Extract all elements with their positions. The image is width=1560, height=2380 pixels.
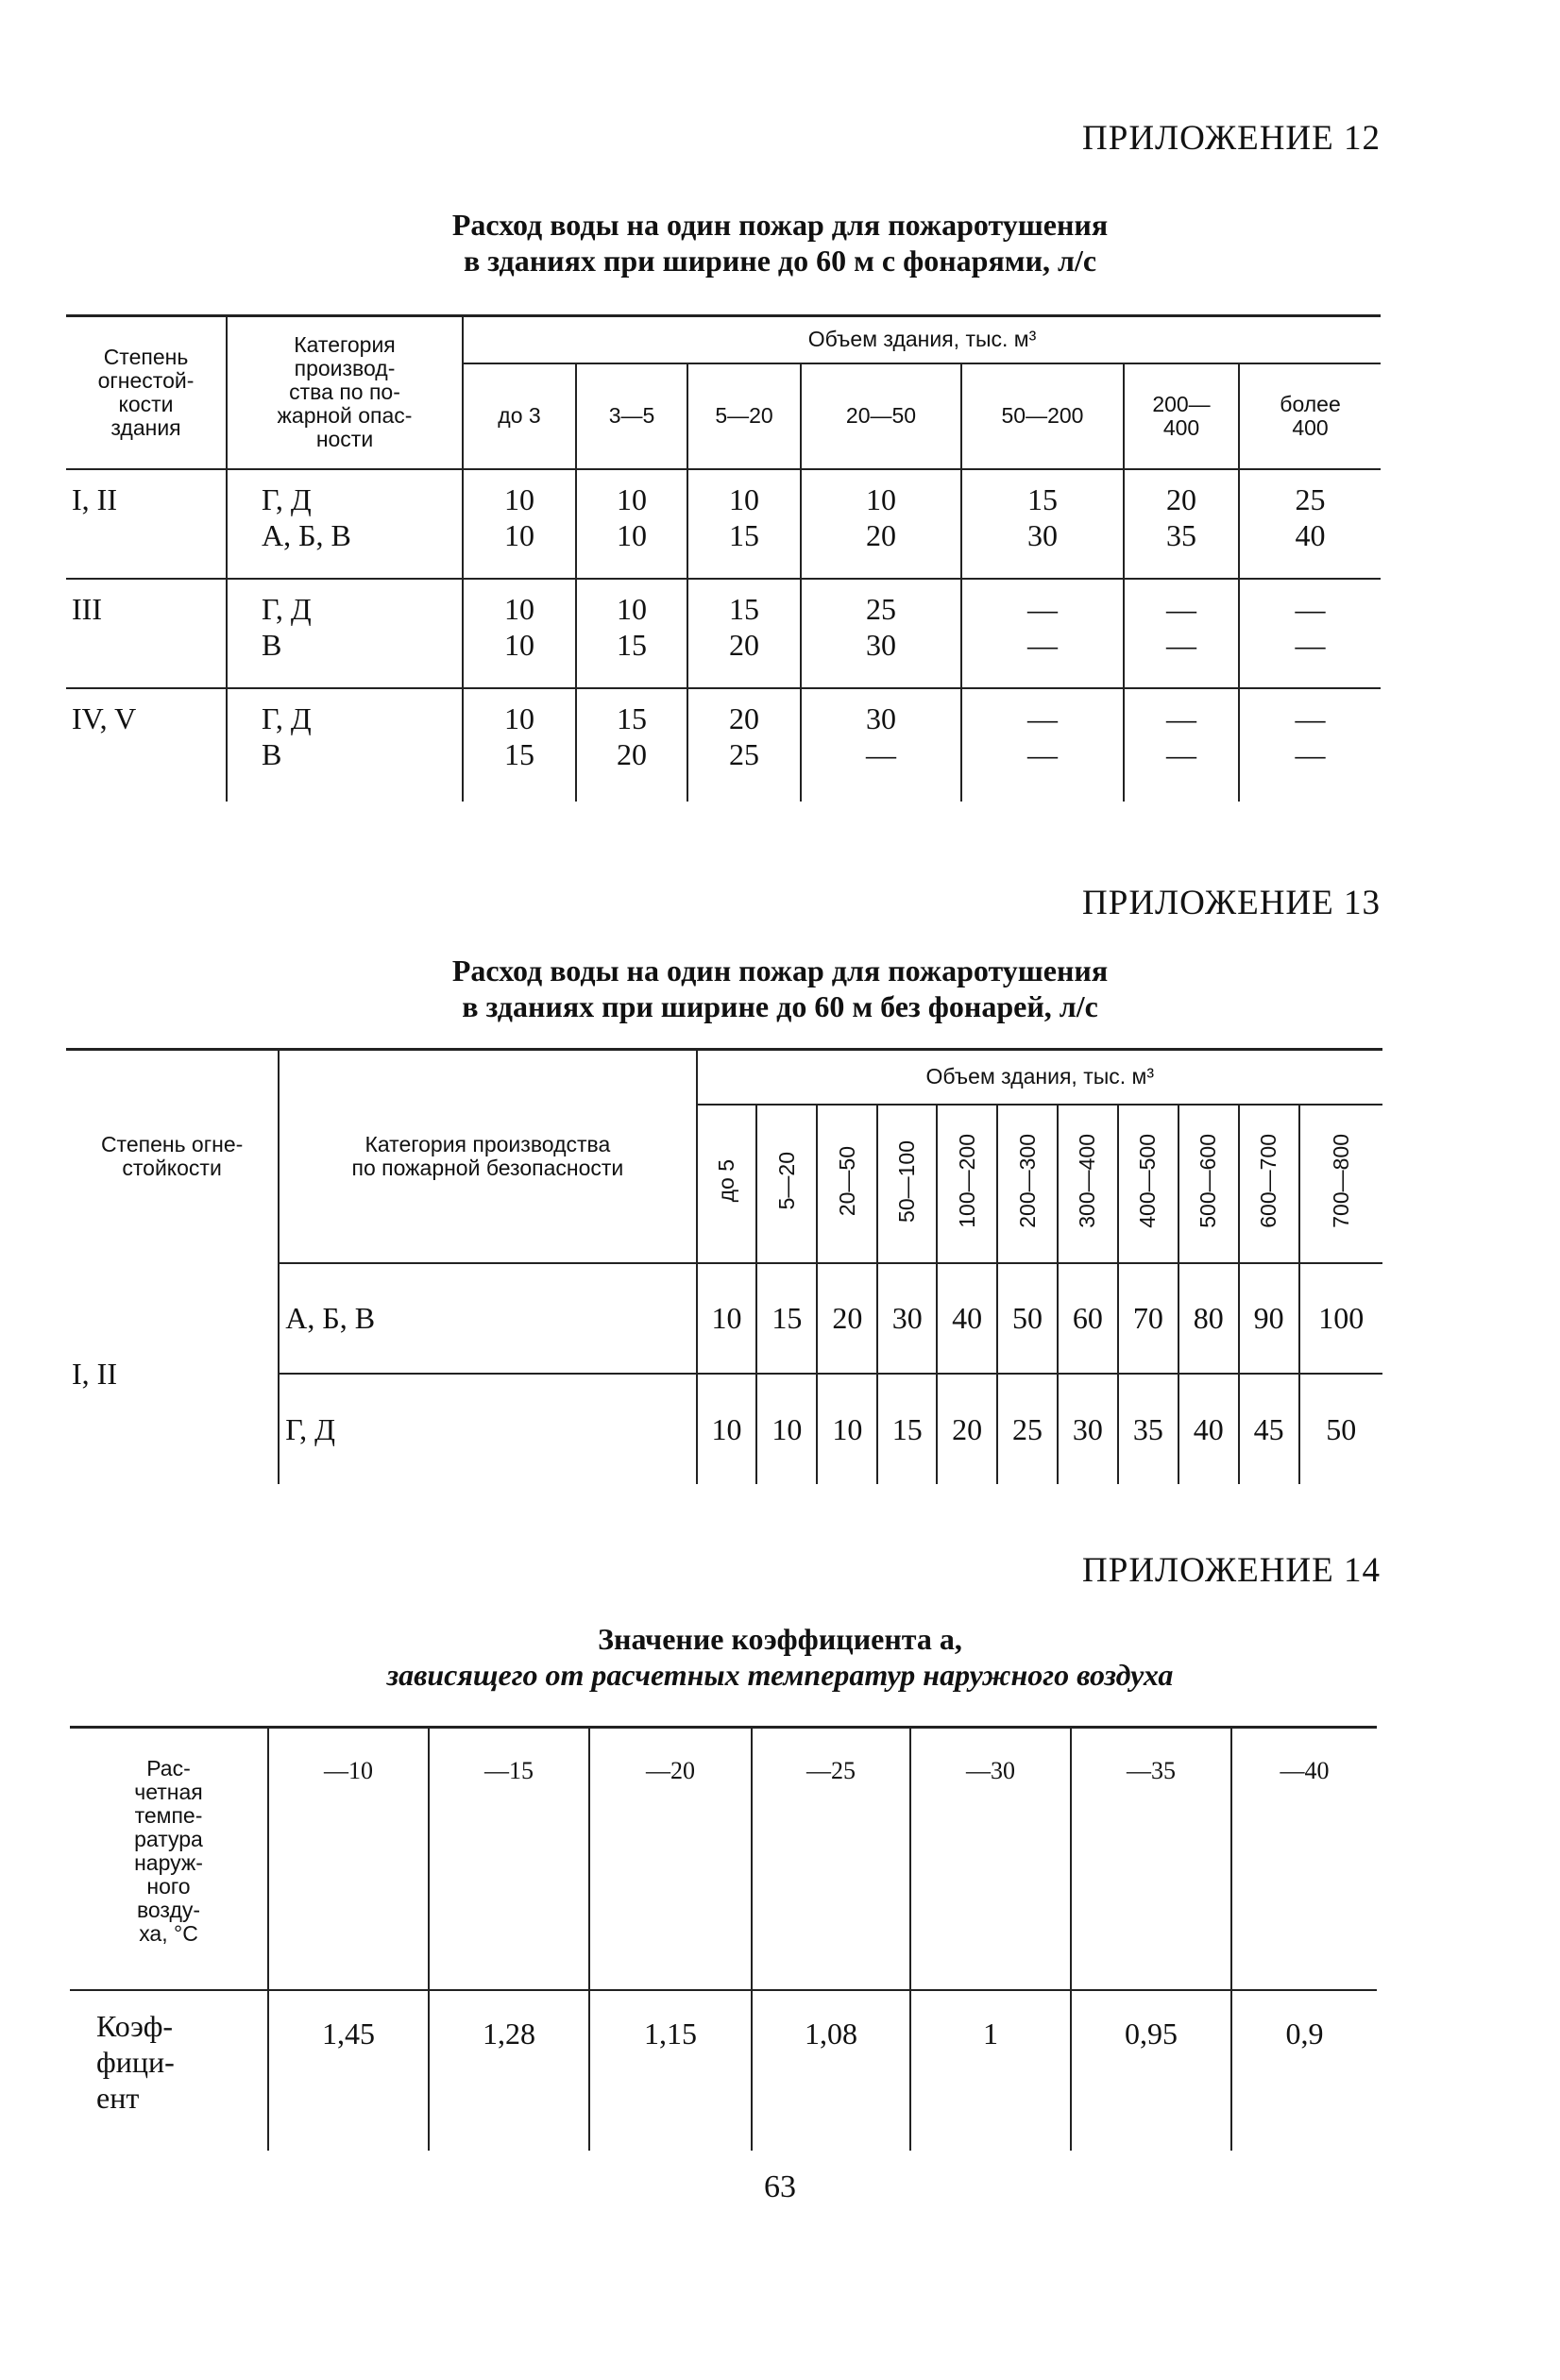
t12-val-5-line-1: —	[1027, 700, 1058, 735]
t13-category-cell: А, Б, В	[279, 1263, 696, 1374]
t12-vol-1-line-1: до 3	[498, 403, 541, 428]
t13-h-fire-line-1: Степень огне-	[100, 1132, 244, 1157]
t13-value-cell: 10	[817, 1374, 877, 1484]
t12-val-3-line-1: 15	[729, 591, 759, 626]
t14-coef-cell-4: 1,08	[752, 1990, 910, 2151]
t12-h-cat-l2: производ-	[294, 356, 396, 381]
t13-value-cell: 80	[1178, 1263, 1239, 1374]
t12-value-cell	[576, 579, 687, 688]
t13-vol-header-7	[1058, 1105, 1118, 1263]
t13-vol-label-7: 300—400	[1075, 1134, 1100, 1228]
t14-temp-cell-5: —30	[910, 1728, 1071, 1990]
t12-val-5-line-2: —	[1027, 627, 1058, 662]
t14-coef-label-line-3: ент	[96, 2080, 140, 2115]
t12-val-4-line-1: 25	[866, 591, 896, 626]
appendix-12-title-line1: Расход воды на один пожар для пожаротушения	[451, 208, 1109, 242]
t12-vol-7-line-2: 400	[1292, 414, 1329, 440]
appendix-14-label: ПРИЛОЖЕНИЕ 14	[1082, 1551, 1381, 1590]
t12-value-cell	[1239, 579, 1381, 688]
t14-coef-cell-5: 1	[910, 1990, 1071, 2151]
t12-val-3-line-1: 20	[729, 700, 759, 735]
t12-vol-6-line-1: 200—	[1152, 391, 1211, 416]
t12-vol-header-1	[463, 363, 576, 469]
t14-coef-label-line-2: фици-	[96, 2044, 175, 2079]
t12-val-4-line-2: 30	[866, 627, 896, 662]
t14-temp-cell-1: —10	[268, 1728, 429, 1990]
t12-value-cell	[463, 469, 576, 579]
t12-vol-header-6	[1124, 363, 1239, 469]
t12-val-1-line-1: 10	[504, 591, 534, 626]
t12-val-5-line-1: 15	[1027, 481, 1058, 516]
t12-val-5-line-2: 30	[1027, 517, 1058, 552]
t13-row	[66, 1263, 1382, 1374]
t14-temp-cell-3: —20	[589, 1728, 752, 1990]
t12-val-1-line-1: 10	[504, 700, 534, 735]
t12-header-fire-resistance	[66, 316, 227, 469]
t12-row	[66, 579, 1381, 688]
t12-cat-line-2: В	[262, 627, 282, 662]
t13-value-cell: 30	[877, 1263, 937, 1374]
t14-temp-cell-6: —35	[1071, 1728, 1231, 1990]
t12-vol-header-3	[687, 363, 801, 469]
t12-category-cell	[227, 688, 463, 802]
t12-h-fire-l4: здания	[110, 414, 181, 440]
t14-temp-cell-2: —15	[429, 1728, 589, 1990]
t12-vol-header-7	[1239, 363, 1381, 469]
t14-h-temp-line-6: ного	[146, 1874, 191, 1899]
t12-h-fire-l3: кости	[118, 391, 174, 416]
t12-h-cat-l5: ности	[315, 427, 374, 452]
t14-coef-cell-2: 1,28	[429, 1990, 589, 2151]
t12-cat-line-2: А, Б, В	[262, 517, 351, 552]
t12-val-4-line-2: —	[866, 736, 896, 771]
t14-h-temp-line-1: Рас-	[146, 1756, 191, 1781]
appendix-12-table	[66, 314, 1381, 802]
appendix-13-title-line1: Расход воды на один пожар для пожаротушения	[451, 954, 1109, 987]
t13-vol-header-11	[1299, 1105, 1382, 1263]
t12-val-1-line-2: 10	[504, 517, 534, 552]
appendix-12-label: ПРИЛОЖЕНИЕ 12	[1082, 119, 1381, 158]
t12-val-2-line-2: 10	[617, 517, 647, 552]
appendix-13-title-line2: в зданиях при ширине до 60 м без фонарей, л/с	[462, 989, 1098, 1023]
t12-val-7-line-1: —	[1295, 700, 1326, 735]
page-number: 63	[764, 2169, 796, 2204]
t12-val-6-line-1: —	[1166, 591, 1196, 626]
t12-vol-header-2	[576, 363, 687, 469]
t13-vol-header-4	[877, 1105, 937, 1263]
t14-header-temperature	[70, 1728, 268, 1990]
t12-row	[66, 688, 1381, 802]
t12-val-5-line-2: —	[1027, 736, 1058, 771]
t12-fire-cell: IV, V	[66, 688, 227, 802]
t13-vol-header-1	[697, 1105, 757, 1263]
t12-val-6-line-2: —	[1166, 736, 1196, 771]
t13-value-cell: 30	[1058, 1374, 1118, 1484]
t14-h-temp-line-5: наруж-	[134, 1850, 203, 1875]
t13-value-cell: 15	[756, 1263, 817, 1374]
t13-value-cell: 10	[697, 1374, 757, 1484]
t12-vol-3-line-1: 5—20	[715, 403, 773, 428]
t12-cat-line-1: Г, Д	[262, 591, 312, 626]
t14-coef-cell-7: 0,9	[1231, 1990, 1377, 2151]
t12-value-cell	[576, 469, 687, 579]
t14-h-temp-line-7: возду-	[136, 1898, 201, 1922]
t13-vol-label-5: 100—200	[954, 1134, 979, 1228]
t13-category-cell: Г, Д	[279, 1374, 696, 1484]
t12-value-cell	[463, 688, 576, 802]
t12-value-cell	[801, 469, 961, 579]
t13-value-cell: 20	[937, 1374, 997, 1484]
t12-h-cat-l3: ства по по-	[289, 380, 400, 405]
t13-value-cell: 90	[1239, 1263, 1299, 1374]
t12-value-cell	[1124, 688, 1239, 802]
t13-value-cell: 10	[697, 1263, 757, 1374]
t13-vol-label-2: 5—20	[773, 1152, 799, 1210]
t13-vol-header-10	[1239, 1105, 1299, 1263]
t13-value-cell: 20	[817, 1263, 877, 1374]
t14-h-temp-line-4: ратура	[134, 1827, 203, 1851]
t12-value-cell	[801, 579, 961, 688]
t12-cat-line-2: В	[262, 736, 282, 771]
t12-category-cell	[227, 469, 463, 579]
t12-vol-7-line-1: более	[1280, 391, 1341, 416]
t13-vol-label-10: 600—700	[1256, 1134, 1281, 1228]
t14-coef-cell-1: 1,45	[268, 1990, 429, 2151]
t14-coef-label-line-1: Коэф-	[96, 2008, 174, 2043]
t12-val-2-line-2: 15	[617, 627, 647, 662]
t14-h-temp-line-3: темпе-	[134, 1803, 203, 1828]
t13-vol-label-3: 20—50	[834, 1145, 859, 1217]
t12-val-5-line-1: —	[1027, 591, 1058, 626]
appendix-14-title-line1	[0, 1620, 1560, 1658]
t12-val-1-line-2: 15	[504, 736, 534, 771]
t12-value-cell	[576, 688, 687, 802]
t13-header-fire-resistance	[66, 1050, 279, 1263]
t12-value-cell	[1124, 579, 1239, 688]
t13-vol-header-3	[817, 1105, 877, 1263]
t12-val-7-line-1: —	[1295, 591, 1326, 626]
t13-vol-header-5	[937, 1105, 997, 1263]
t12-val-6-line-1: —	[1166, 700, 1196, 735]
t13-value-cell: 100	[1299, 1263, 1382, 1374]
t12-cat-line-1: Г, Д	[262, 700, 312, 735]
t12-value-cell	[1124, 469, 1239, 579]
t12-value-cell	[1239, 688, 1381, 802]
appendix-14-table	[70, 1726, 1377, 2151]
t13-vol-label-11: 700—800	[1328, 1134, 1353, 1228]
t12-val-4-line-1: 30	[866, 700, 896, 735]
t14-temp-cell-7: —40	[1231, 1728, 1377, 1990]
t12-val-3-line-2: 15	[729, 517, 759, 552]
t12-val-7-line-2: —	[1295, 736, 1326, 771]
t13-value-cell: 40	[937, 1263, 997, 1374]
t12-vol-header-4	[801, 363, 961, 469]
t12-h-fire-l2: огнестой-	[97, 367, 195, 393]
t12-value-cell	[961, 469, 1124, 579]
t12-header-volume: Объем здания, тыс. м³	[463, 316, 1381, 363]
t13-h-cat-line-1: Категория производства	[365, 1131, 611, 1156]
t13-vol-label-9: 500—600	[1195, 1134, 1221, 1228]
t13-value-cell: 50	[997, 1263, 1058, 1374]
t12-value-cell	[687, 579, 801, 688]
t13-vol-header-8	[1118, 1105, 1178, 1263]
t13-vol-header-6	[997, 1105, 1058, 1263]
t14-temp-cell-4: —25	[752, 1728, 910, 1990]
t13-value-cell: 10	[756, 1374, 817, 1484]
t13-value-cell: 45	[1239, 1374, 1299, 1484]
t13-value-cell: 35	[1118, 1374, 1178, 1484]
t14-coef-cell-6: 0,95	[1071, 1990, 1231, 2151]
t12-h-cat-l4: жарной опас-	[277, 403, 413, 429]
t12-vol-header-5	[961, 363, 1124, 469]
t12-val-1-line-2: 10	[504, 627, 534, 662]
t14-coef-cell-3: 1,15	[589, 1990, 752, 2151]
t13-value-cell: 40	[1178, 1374, 1239, 1484]
t12-row	[66, 469, 1381, 579]
t14-coef-label	[70, 1990, 268, 2151]
appendix-12-title-line2: в зданиях при ширине до 60 м с фонарями, л/с	[463, 244, 1097, 278]
t12-val-3-line-2: 20	[729, 627, 759, 662]
appendix-14-title-text1: Значение коэффициента a,	[598, 1622, 962, 1656]
t13-value-cell: 60	[1058, 1263, 1118, 1374]
t13-fire-cell: I, II	[72, 1356, 117, 1391]
t12-vol-5-line-1: 50—200	[1001, 403, 1084, 428]
t13-vol-header-9	[1178, 1105, 1239, 1263]
t12-val-6-line-2: —	[1166, 627, 1196, 662]
t12-h-cat-l1: Категория	[294, 332, 396, 358]
t12-header-category	[227, 316, 463, 469]
t12-fire-cell: III	[66, 579, 227, 688]
t13-value-cell: 70	[1118, 1263, 1178, 1374]
t12-val-4-line-1: 10	[866, 481, 896, 516]
t12-val-2-line-1: 10	[617, 481, 647, 516]
t13-vol-label-4: 50—100	[894, 1139, 920, 1223]
t12-cat-line-1: Г, Д	[262, 481, 312, 516]
t12-value-cell	[463, 579, 576, 688]
t13-header-volume: Объем здания, тыс. м³	[697, 1050, 1382, 1105]
t14-h-temp-line-2: четная	[134, 1780, 203, 1804]
t12-value-cell	[961, 579, 1124, 688]
t12-vol-2-line-1: 3—5	[608, 403, 655, 428]
t12-val-3-line-2: 25	[729, 736, 759, 771]
t12-val-2-line-1: 10	[617, 591, 647, 626]
appendix-13-label: ПРИЛОЖЕНИЕ 13	[1082, 884, 1381, 922]
appendix-14-title-line2: зависящего от расчетных температур наружного воздуха	[386, 1658, 1174, 1692]
t12-val-7-line-2: 40	[1295, 517, 1326, 552]
t13-h-cat-line-2: по пожарной безопасности	[351, 1155, 624, 1180]
t12-value-cell	[801, 688, 961, 802]
t12-value-cell	[961, 688, 1124, 802]
t13-value-cell: 15	[877, 1374, 937, 1484]
t13-h-fire-line-2: стойкости	[122, 1156, 222, 1181]
t12-val-3-line-1: 10	[729, 481, 759, 516]
t12-val-7-line-1: 25	[1295, 481, 1326, 516]
t12-vol-4-line-1: 20—50	[845, 403, 917, 428]
t12-val-2-line-1: 15	[617, 700, 647, 735]
t13-header-category	[279, 1050, 696, 1263]
t12-vol-6-line-2: 400	[1162, 414, 1200, 440]
t13-vol-label-8: 400—500	[1135, 1134, 1161, 1228]
t12-value-cell	[687, 688, 801, 802]
t14-h-temp-line-8: ха, °С	[139, 1921, 198, 1946]
t12-category-cell	[227, 579, 463, 688]
t12-val-4-line-2: 20	[866, 517, 896, 552]
t12-val-6-line-2: 35	[1166, 517, 1196, 552]
t12-value-cell	[1239, 469, 1381, 579]
t13-value-cell: 25	[997, 1374, 1058, 1484]
t12-fire-cell: I, II	[66, 469, 227, 579]
t12-h-fire-l1: Степень	[103, 344, 189, 369]
t12-val-7-line-2: —	[1295, 627, 1326, 662]
t13-vol-label-6: 200—300	[1014, 1134, 1040, 1228]
t13-value-cell: 50	[1299, 1374, 1382, 1484]
t12-val-6-line-1: 20	[1166, 481, 1196, 516]
appendix-13-table	[66, 1048, 1382, 1484]
t12-value-cell	[687, 469, 801, 579]
t13-vol-label-1: до 5	[714, 1159, 738, 1203]
t12-val-1-line-1: 10	[504, 481, 534, 516]
t13-vol-header-2	[756, 1105, 817, 1263]
t12-val-2-line-2: 20	[617, 736, 647, 771]
